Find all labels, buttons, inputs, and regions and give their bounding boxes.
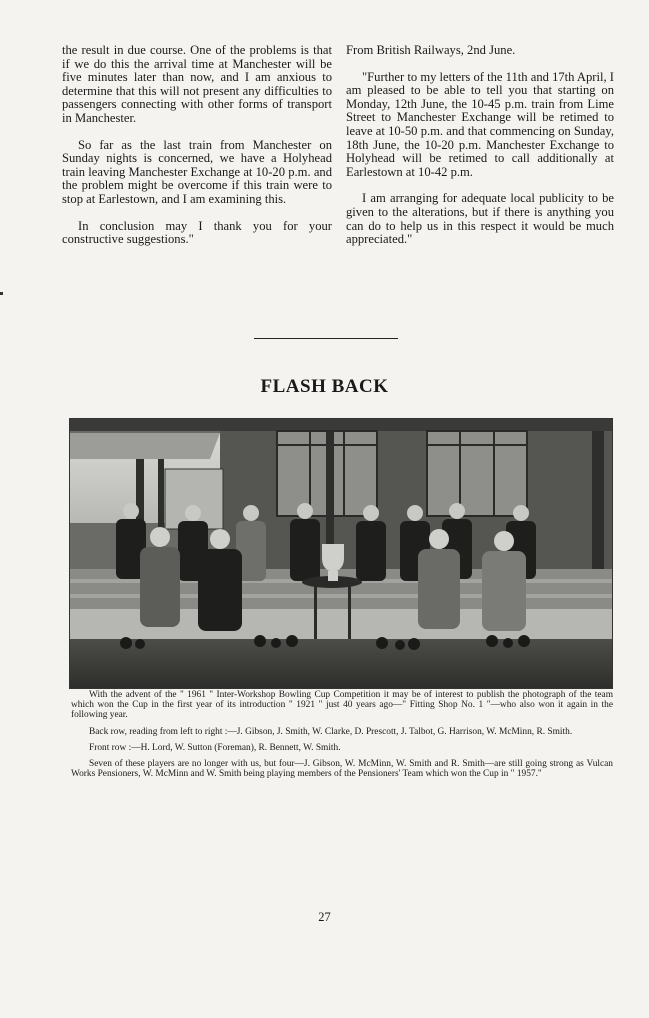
right-paragraph-2: "Further to my letters of the 11th and 17th April, I am pleased to be able to tell you that starting on Monday, 12th June, the 10-45 p.m. train from Lime Street to Manchester Exchange will be retimed to leave at 10-50 p.m. and that commencing on Sunday, 18th June, the 10-20 p.m. Manchester Exchange to Holyhead will be retimed to call additionally at Earlestown at 10-42 p.m. bbox=[346, 69, 614, 179]
caption-back-row: Back row, reading from left to right :—J. Gibson, J. Smith, W. Clarke, D. Prescott, J. Talbot, G. Harrison, W. McMinn, R. Smith. bbox=[89, 726, 573, 737]
caption-front-row: Front row :—H. Lord, W. Sutton (Foreman), R. Bennett, W. Smith. bbox=[89, 742, 341, 753]
right-paragraph-1: From British Railways, 2nd June. bbox=[346, 43, 516, 57]
caption-paragraph-1: With the advent of the " 1961 " Inter-Workshop Bowling Cup Competition it may be of interest to publish the photograph of the team which won the Cup in the first year of its introduction " 1921 " just 40 years ago—" Fitting Shop No. 1 "—who also won it again in the following year. bbox=[71, 690, 613, 721]
section-divider bbox=[254, 338, 398, 339]
photo-caption bbox=[71, 690, 613, 785]
page-number: 27 bbox=[318, 910, 331, 924]
left-paragraph-2: So far as the last train from Manchester on Sunday nights is concerned, we have a Holyhead train leaving Manchester Exchange at 10-20 p.m. and the problem might be overcome if this train were to stop at Earlestown, and I am examining this. bbox=[62, 137, 332, 206]
left-paragraph-1: the result in due course. One of the problems is that if we do this the arrival time at Manchester will be five minutes later than now, and I am anxious to determine that this will not present any difficulties to passengers connecting with other forms of transport in Manchester. bbox=[62, 43, 332, 125]
section-title: FLASH BACK bbox=[260, 376, 389, 397]
team-photograph bbox=[69, 418, 613, 689]
left-text-column bbox=[62, 44, 332, 260]
left-paragraph-3: In conclusion may I thank you for your constructive suggestions." bbox=[62, 218, 332, 247]
right-paragraph-3: I am arranging for adequate local publicity to be given to the alterations, but if there is anything you can do to help us in this respect it would be much appreciated." bbox=[346, 191, 614, 247]
caption-paragraph-4: Seven of these players are no longer with us, but four—J. Gibson, W. McMinn, W. Smith and R. Smith—are still going strong as Vulcan Works Pensioners, W. McMinn and W. Smith being playing members of the Pensioners' Team which won the Cup in " 1957." bbox=[71, 759, 613, 780]
right-text-column bbox=[346, 44, 614, 260]
scan-mark bbox=[0, 292, 3, 295]
